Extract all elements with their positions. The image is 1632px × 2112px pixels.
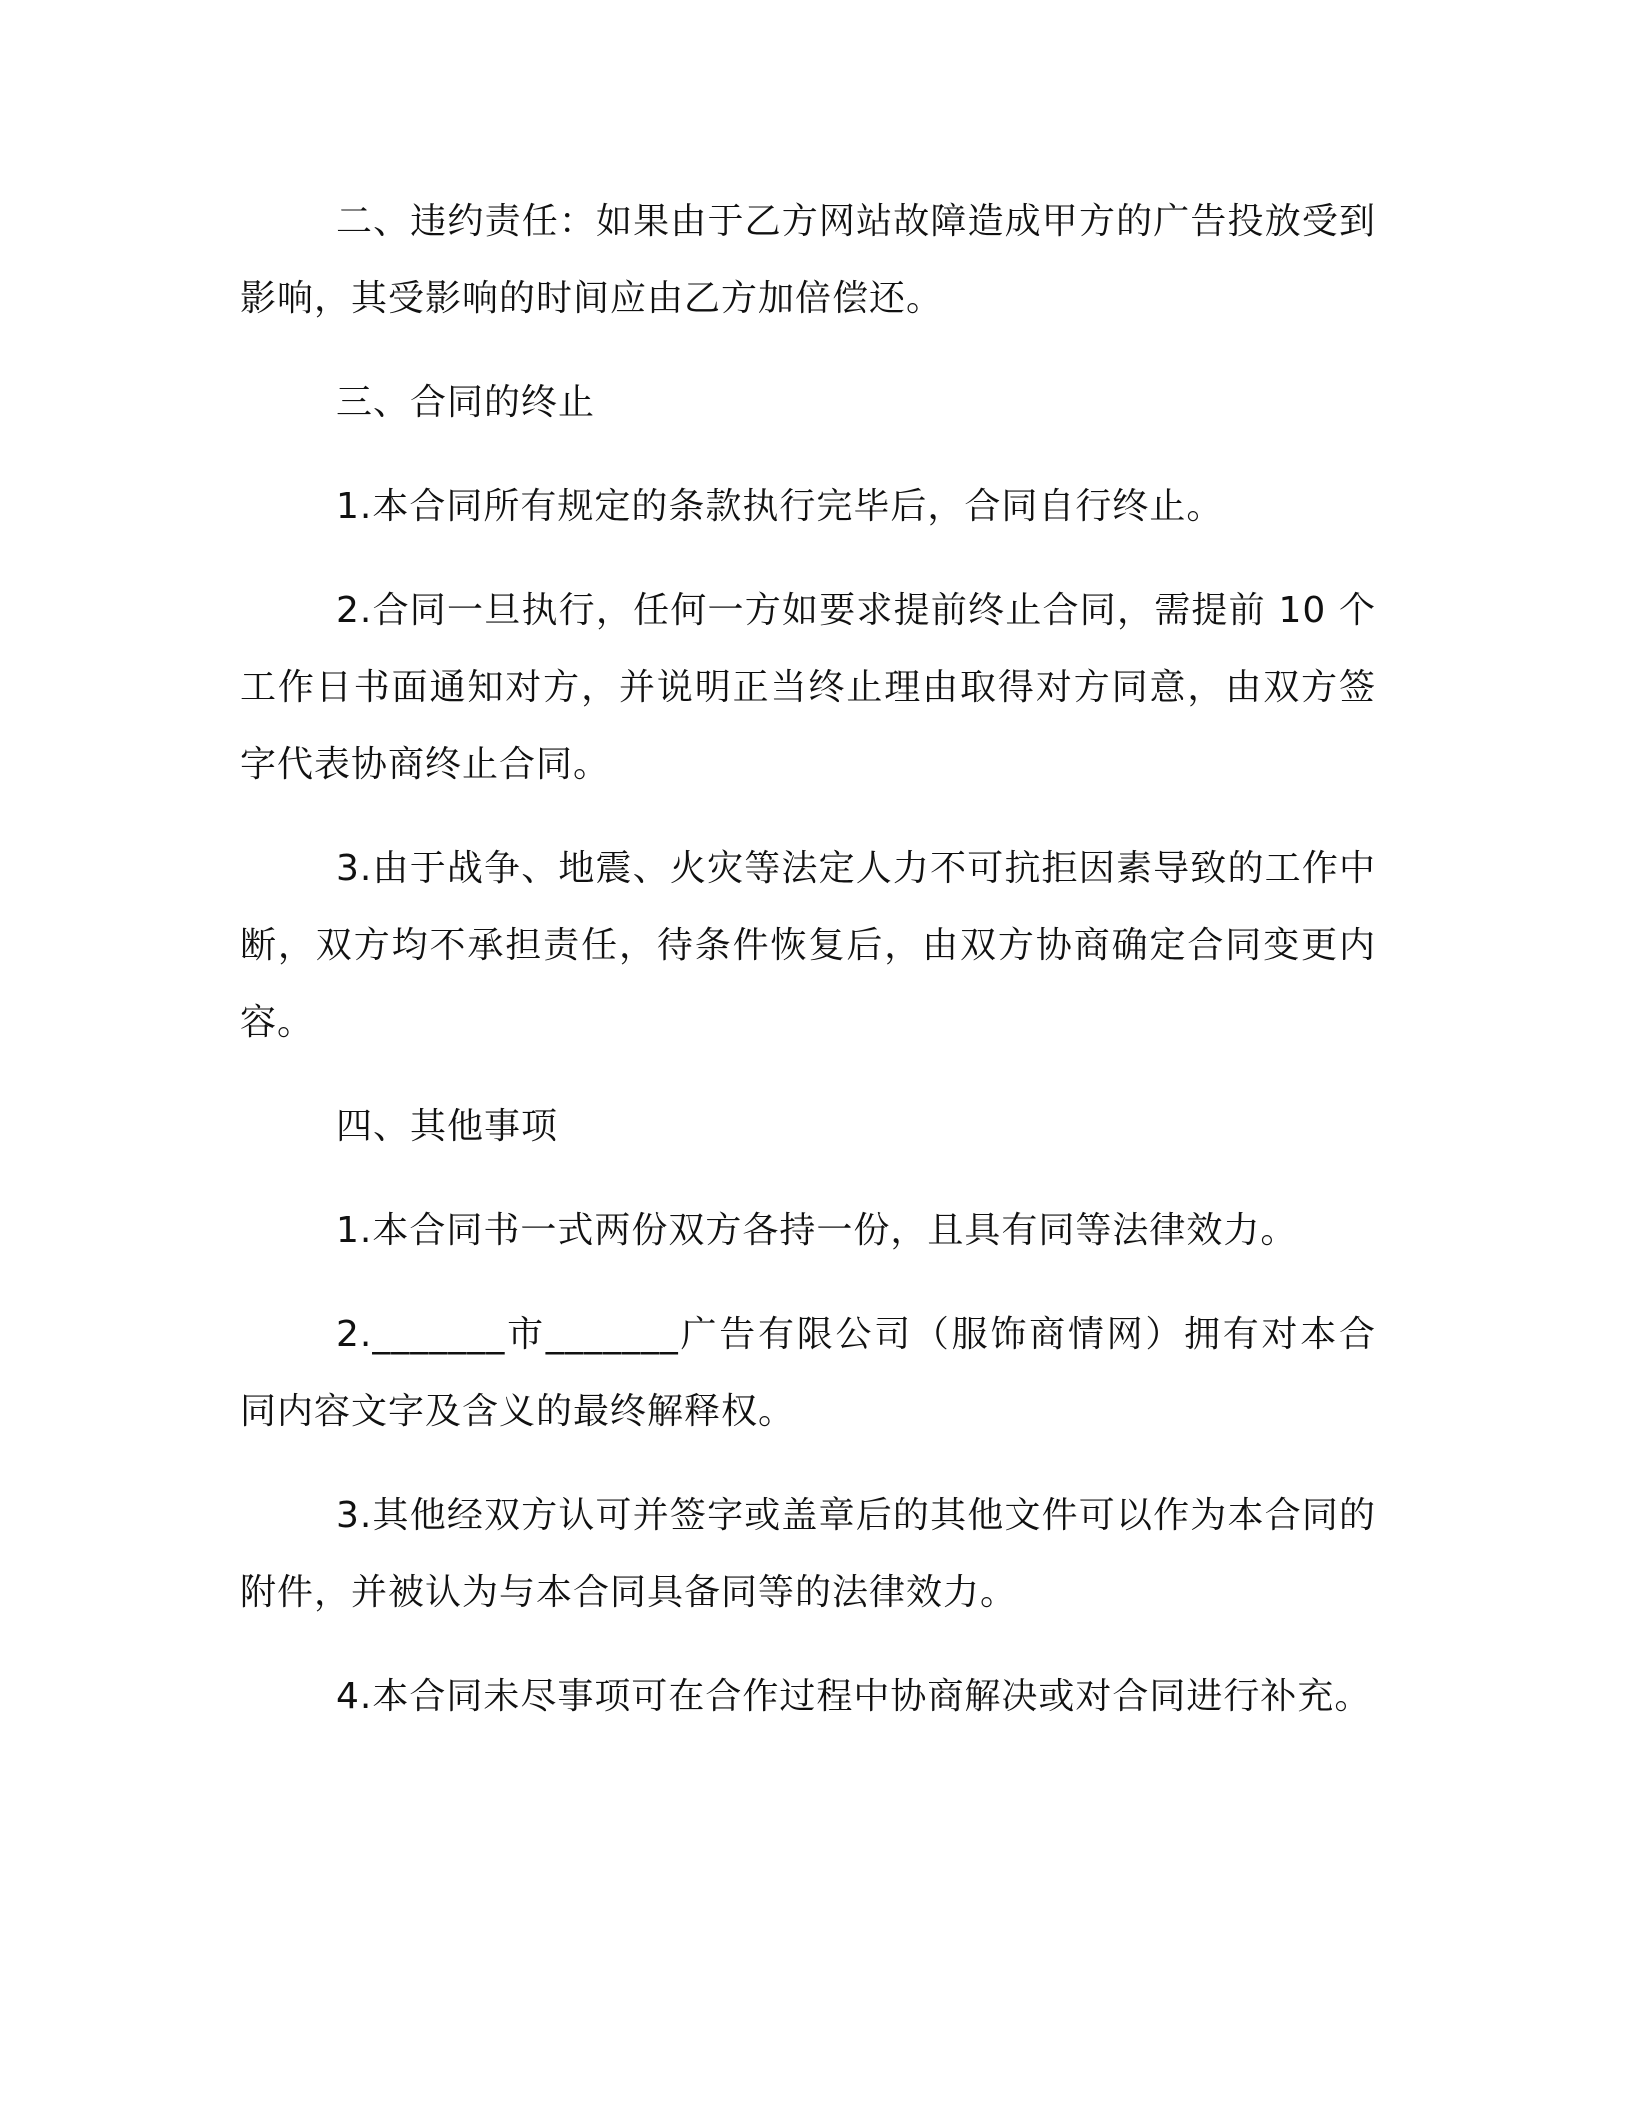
- other-item-3: 3.其他经双方认可并签字或盖章后的其他文件可以作为本合同的附件，并被认为与本合同具备同等的法律效力。: [240, 1495, 1376, 1613]
- section-heading-other-matters: 四、其他事项: [336, 1106, 559, 1147]
- document-body: [240, 183, 1376, 1762]
- termination-item-3: 3.由于战争、地震、火灾等法定人力不可抗拒因素导致的工作中断，双方均不承担责任，待条件恢复后，由双方协商确定合同变更内容。: [240, 848, 1376, 1043]
- other-item-4: 4.本合同未尽事项可在合作过程中协商解决或对合同进行补充。: [336, 1676, 1372, 1717]
- termination-item-2: 2.合同一旦执行，任何一方如要求提前终止合同，需提前 10 个工作日书面通知对方，并说明正当终止理由取得对方同意，由双方签字代表协商终止合同。: [240, 590, 1376, 785]
- termination-item-1: 1.本合同所有规定的条款执行完毕后，合同自行终止。: [336, 486, 1224, 527]
- other-item-2: 2._______市_______广告有限公司（服饰商情网）拥有对本合同内容文字及含义的最终解释权。: [240, 1314, 1376, 1432]
- other-item-1: 1.本合同书一式两份双方各持一份，且具有同等法律效力。: [336, 1210, 1298, 1251]
- section-heading-termination: 三、合同的终止: [336, 382, 596, 423]
- clause-breach-liability: 二、违约责任：如果由于乙方网站故障造成甲方的广告投放受到影响，其受影响的时间应由乙方加倍偿还。: [240, 201, 1376, 319]
